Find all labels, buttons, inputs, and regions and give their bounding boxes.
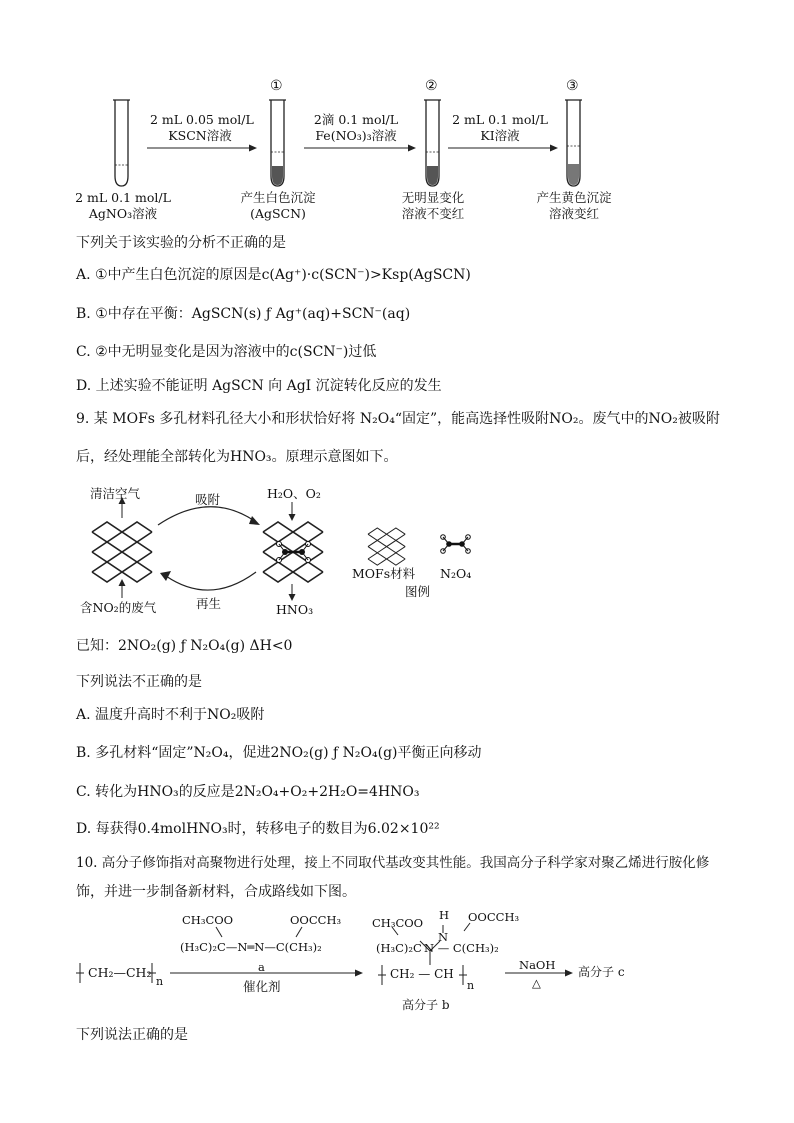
reagent-a-label: a <box>258 960 265 974</box>
b-nh-hydrogen: H <box>439 908 450 922</box>
legend-n2o4-label: N₂O₄ <box>440 566 472 581</box>
mof-mesh-left <box>92 522 152 582</box>
b-dimethyl-left: (H₃C)₂C <box>376 941 422 955</box>
arrow-step3 <box>448 145 558 152</box>
reagent-a-bonds <box>216 927 302 937</box>
legend-n2o4-icon <box>441 535 471 554</box>
arrow-h2o-o2-in <box>289 502 296 521</box>
q9-line2: 后，经处理能全部转化为HNO₃。原理示意图如下。 <box>76 449 398 465</box>
pe-subscript-n: n <box>156 975 164 988</box>
polymer-b-label: 高分子 b <box>402 998 450 1012</box>
arrow-waste-in <box>119 579 126 598</box>
q8-option-c: C. ②中无明显变化是因为溶液中的c(SCN⁻)过低 <box>76 344 377 360</box>
q9-option-a: A. 温度升高时不利于NO₂吸附 <box>76 707 265 723</box>
heat-symbol: △ <box>532 976 541 990</box>
naoh-label: NaOH <box>519 958 556 972</box>
tube0-caption: 2 mL 0.1 mol/L AgNO₃溶液 <box>75 190 171 221</box>
q9-option-c: C. 转化为HNO₃的反应是2N₂O₄+O₂+2H₂O=4HNO₃ <box>76 784 420 800</box>
tube2-caption: 无明显变化 溶液不变红 <box>401 190 465 221</box>
label-waste-gas: 含NO₂的废气 <box>80 600 157 615</box>
reagent-a-acetoxy-right: OOCCH₃ <box>290 913 342 927</box>
arrow-reaction-a <box>170 970 363 977</box>
test-tube-1 <box>269 100 286 186</box>
pe-formula: CH₂—CH₂ <box>88 965 152 980</box>
circle-label-1: ① <box>270 78 283 94</box>
circle-label-2: ② <box>425 78 438 94</box>
arrow-adsorb <box>158 507 260 525</box>
b-n-atom-upper: N <box>438 930 449 944</box>
arrow-step1 <box>147 145 257 152</box>
q9-known: 已知：2NO₂(g) ƒ N₂O₄(g) ΔH<0 <box>76 638 293 654</box>
q9-line1: 9. 某 MOFs 多孔材料孔径大小和形状恰好将 N₂O₄“固定”，能高选择性吸附NO₂。废气中的NO₂被吸附 <box>76 411 720 427</box>
q8-option-a: A. ①中产生白色沉淀的原因是c(Ag⁺)·c(SCN⁻)>Ksp(AgSCN) <box>76 267 471 283</box>
test-tube-0 <box>113 100 130 186</box>
q9-stem: 下列说法不正确的是 <box>76 674 202 690</box>
step3-reagent: 2 mL 0.1 mol/L KI溶液 <box>452 112 548 143</box>
q9-option-b: B. 多孔材料“固定”N₂O₄，促进2NO₂(g) ƒ N₂O₄(g)平衡正向移动 <box>76 745 482 761</box>
n2o4-inside <box>277 542 311 563</box>
tube1-caption: 产生白色沉淀 (AgSCN) <box>240 190 316 221</box>
q8-option-b: B. ①中存在平衡：AgSCN(s) ƒ Ag⁺(aq)+SCN⁻(aq) <box>76 306 411 322</box>
label-regen: 再生 <box>196 596 222 611</box>
tube3-caption: 产生黄色沉淀 溶液变红 <box>536 190 612 221</box>
catalyst-label: 催化剂 <box>243 979 281 994</box>
legend-mof-label: MOFs材料 <box>352 566 416 581</box>
mofs-diagram-graphics <box>80 480 500 620</box>
b-acetoxy-left: CH₃COO <box>372 916 424 930</box>
step2-reagent: 2滴 0.1 mol/L Fe(NO₃)₃溶液 <box>313 112 399 143</box>
q10-line2: 饰，并进一步制备新材料，合成路线如下图。 <box>76 884 356 900</box>
label-h2o-o2: H₂O、O₂ <box>267 486 321 501</box>
test-tube-3 <box>565 100 582 186</box>
q8-stem: 下列关于该实验的分析不正确的是 <box>76 235 286 251</box>
b-subscript-n: n <box>467 979 475 992</box>
q8-option-d: D. 上述实验不能证明 AgSCN 向 AgI 沉淀转化反应的发生 <box>76 378 442 394</box>
b-n-right: N — C(CH₃)₂ <box>424 941 499 955</box>
q10-stem: 下列说法正确的是 <box>76 1027 188 1043</box>
test-tube-2 <box>424 100 441 186</box>
arrow-step2 <box>304 145 416 152</box>
legend-mof-icon <box>368 528 405 565</box>
arrow-hno3-out <box>289 584 296 601</box>
label-clean-air: 清洁空气 <box>90 486 141 501</box>
label-adsorb: 吸附 <box>195 492 221 507</box>
q9-option-d: D. 每获得0.4molHNO₃时，转移电子的数目为6.02×10²² <box>76 821 440 837</box>
b-acetoxy-right: OOCCH₃ <box>468 910 520 924</box>
q10-line1: 10. 高分子修饰指对高聚物进行处理，接上不同取代基改变其性能。我国高分子科学家对聚乙烯进行胺化修 <box>76 855 710 871</box>
polymer-c-label: 高分子 c <box>578 965 625 979</box>
circle-label-3: ③ <box>566 78 579 94</box>
b-chain: CH₂ — CH <box>390 967 454 981</box>
label-hno3: HNO₃ <box>276 602 314 617</box>
reagent-a-azo: (H₃C)₂C—N═N—C(CH₃)₂ <box>180 940 322 954</box>
arrow-regen <box>160 571 256 590</box>
step1-reagent: 2 mL 0.05 mol/L KSCN溶液 <box>150 112 254 143</box>
legend-title: 图例 <box>405 584 431 599</box>
reagent-a-acetoxy-left: CH₃COO <box>182 913 234 927</box>
